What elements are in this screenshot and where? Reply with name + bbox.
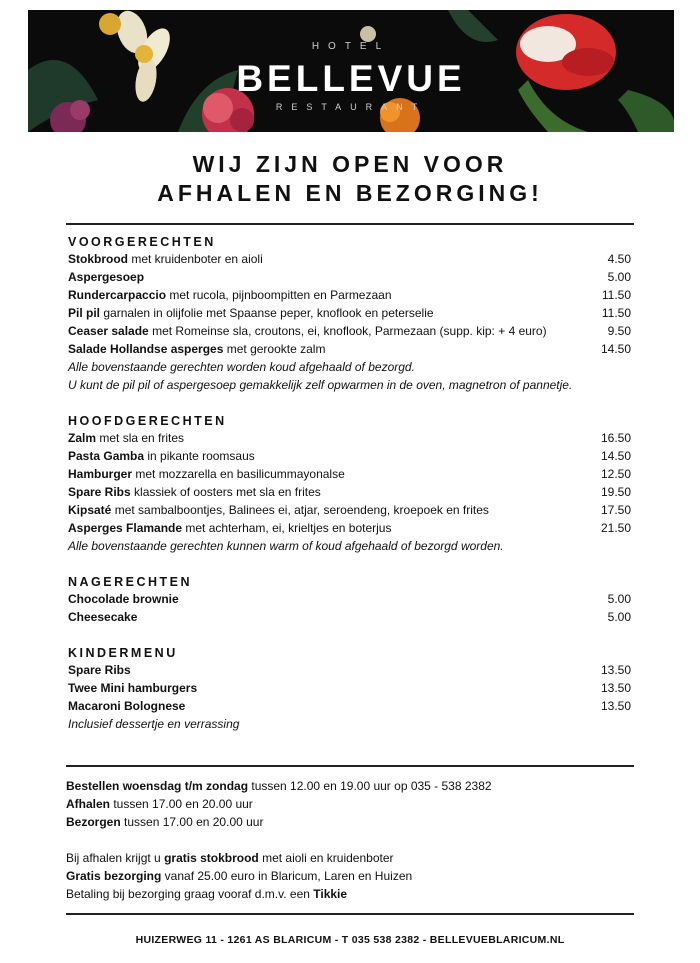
dish-price: 5.00 <box>607 270 631 284</box>
dish-name: Macaroni Bolognese <box>68 699 186 713</box>
dish-price: 19.50 <box>600 485 631 499</box>
dish-name: Rundercarpaccio <box>68 288 167 302</box>
headline-line-1: WIJ ZIJN OPEN VOOR <box>192 151 508 177</box>
delivery-label: Bezorgen <box>66 815 121 829</box>
section-note: Alle bovenstaande gerechten kunnen warm of koud afgehaald of bezorgd worden. <box>68 539 504 553</box>
dish-description: met mozzarella en basilicummayonalse <box>132 467 345 481</box>
dish-name: Pasta Gamba <box>68 449 145 463</box>
ordering-hours <box>66 777 492 795</box>
dish-price: 5.00 <box>607 610 631 624</box>
section-note: Inclusief dessertje en verrassing <box>68 717 240 731</box>
dish-name: Salade Hollandse asperges <box>68 342 224 356</box>
dish-price: 12.50 <box>600 467 631 481</box>
ordering-label: Bestellen woensdag t/m zondag <box>66 779 249 793</box>
dish-name: Asperges Flamande <box>68 521 183 535</box>
free-delivery-label: Gratis bezorging <box>66 869 162 883</box>
section-note: Alle bovenstaande gerechten worden koud afgehaald of bezorgd. <box>68 360 415 374</box>
dish-price: 13.50 <box>600 681 631 695</box>
dish-description: met sla en frites <box>96 431 185 445</box>
ordering-text: tussen 12.00 en 19.00 uur op 035 - 538 2382 <box>248 779 492 793</box>
dish-price: 4.50 <box>607 252 631 266</box>
divider <box>66 913 634 915</box>
dish-description: garnalen in olijfolie met Spaanse peper, knoflook en peterselie <box>100 306 434 320</box>
section-note: U kunt de pil pil of aspergesoep gemakkelijk zelf opwarmen in de oven, magnetron of pannetje. <box>68 378 573 392</box>
dish-description: met Romeinse sla, croutons, ei, knoflook, Parmezaan (supp. kip: + 4 euro) <box>148 324 547 338</box>
dish-description: klassiek of oosters met sla en frites <box>130 485 321 499</box>
header-banner <box>28 10 674 132</box>
pickup-hours <box>66 795 253 813</box>
dish-price: 11.50 <box>601 306 631 320</box>
dish-name: Kipsaté <box>68 503 112 517</box>
page-headline <box>0 150 700 208</box>
logo-hotel-text: HOTEL <box>311 41 391 52</box>
dish-price: 13.50 <box>600 699 631 713</box>
dish-name: Stokbrood <box>68 252 128 266</box>
section-title-kindermenu: KINDERMENU <box>68 646 178 660</box>
free-delivery-note <box>66 867 412 885</box>
menu-item <box>68 519 631 537</box>
dish-description: met achterham, ei, krieltjes en boterjus <box>182 521 392 535</box>
menu-item <box>68 447 631 465</box>
dish-description: met kruidenboter en aioli <box>128 252 263 266</box>
menu-item <box>68 429 631 447</box>
menu-item <box>68 590 631 608</box>
menu-item <box>68 679 631 697</box>
dish-description: met gerookte zalm <box>223 342 326 356</box>
delivery-text: tussen 17.00 en 20.00 uur <box>120 815 264 829</box>
menu-item <box>68 250 631 268</box>
dish-name: Zalm <box>68 431 97 445</box>
logo-restaurant-text: RESTAURANT <box>275 102 427 112</box>
menu-item <box>68 661 631 679</box>
free-bread-text-2: met aioli en kruidenboter <box>258 851 394 865</box>
dish-description: met sambalboontjes, Balinees ei, atjar, seroendeng, kroepoek en frites <box>111 503 489 517</box>
dish-price: 16.50 <box>600 431 631 445</box>
free-bread-note <box>66 849 394 867</box>
menu-item <box>68 304 631 322</box>
dish-name: Ceaser salade <box>68 324 149 338</box>
dish-price: 5.00 <box>607 592 631 606</box>
dish-name: Twee Mini hamburgers <box>68 681 198 695</box>
dish-name: Spare Ribs <box>68 485 131 499</box>
headline-line-2: AFHALEN EN BEZORGING! <box>157 180 543 206</box>
divider <box>66 765 634 767</box>
dish-price: 13.50 <box>600 663 631 677</box>
dish-price: 14.50 <box>600 449 631 463</box>
dish-name: Chocolade brownie <box>68 592 179 606</box>
menu-item <box>68 465 631 483</box>
menu-item <box>68 322 631 340</box>
pickup-label: Afhalen <box>66 797 111 811</box>
menu-item <box>68 501 631 519</box>
dish-name: Pil pil <box>68 306 101 320</box>
menu-item <box>68 340 631 358</box>
dish-description: met rucola, pijnboompitten en Parmezaan <box>166 288 392 302</box>
free-delivery-text: vanaf 25.00 euro in Blaricum, Laren en Huizen <box>161 869 413 883</box>
dish-name: Aspergesoep <box>68 270 145 284</box>
payment-label: Tikkie <box>313 887 348 901</box>
dish-price: 11.50 <box>601 288 631 302</box>
payment-note <box>66 885 347 903</box>
dish-price: 9.50 <box>607 324 631 338</box>
dish-name: Spare Ribs <box>68 663 131 677</box>
dish-price: 21.50 <box>600 521 631 535</box>
section-title-hoofdgerechten: HOOFDGERECHTEN <box>68 414 227 428</box>
divider <box>66 223 634 225</box>
menu-item <box>68 697 631 715</box>
dish-name: Hamburger <box>68 467 133 481</box>
menu-item <box>68 483 631 501</box>
menu-item <box>68 608 631 626</box>
free-bread-text: Bij afhalen krijgt u <box>66 851 165 865</box>
dish-price: 17.50 <box>600 503 631 517</box>
pickup-text: tussen 17.00 en 20.00 uur <box>110 797 253 811</box>
section-title-voorgerechten: VOORGERECHTEN <box>68 235 216 249</box>
logo-name-text: BELLEVUE <box>236 58 466 99</box>
menu-item <box>68 268 631 286</box>
delivery-hours <box>66 813 263 831</box>
payment-text: Betaling bij bezorging graag vooraf d.m.v. een <box>66 887 314 901</box>
section-title-nagerechten: NAGERECHTEN <box>68 575 193 589</box>
footer-address: HUIZERWEG 11 - 1261 AS BLARICUM - T 035 538 2382 - BELLEVUEBLARICUM.NL <box>135 934 565 946</box>
menu-item <box>68 286 631 304</box>
dish-description: in pikante roomsaus <box>144 449 255 463</box>
free-bread-label: gratis stokbrood <box>164 851 259 865</box>
dish-name: Cheesecake <box>68 610 138 624</box>
dish-price: 14.50 <box>600 342 631 356</box>
